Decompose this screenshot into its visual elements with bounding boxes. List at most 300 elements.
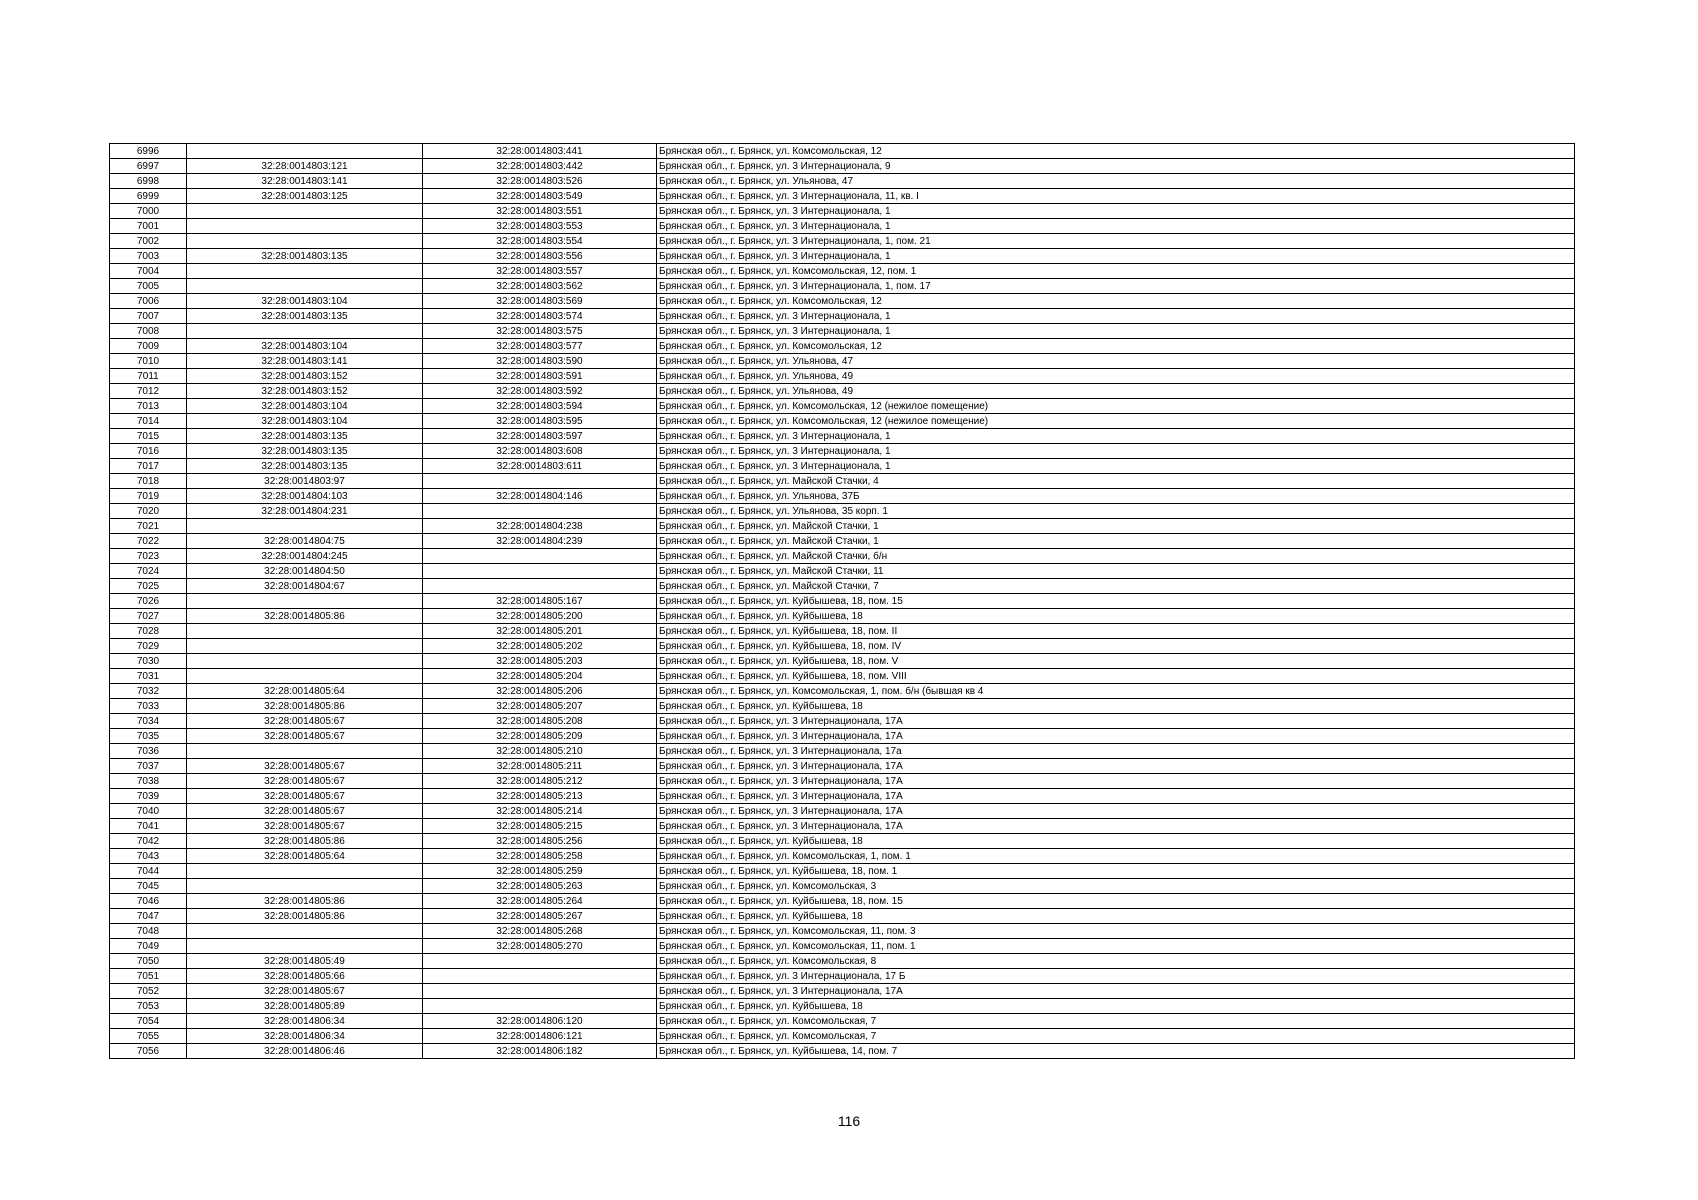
table-row	[110, 279, 1575, 294]
object-cadastral-number-cell: 32:28:0014803:554	[423, 234, 657, 249]
address-cell: Брянская обл., г. Брянск, ул. 3 Интернационала, 1, пом. 17	[657, 279, 1575, 294]
object-cadastral-number-cell: 32:28:0014803:597	[423, 429, 657, 444]
land-cadastral-number-cell: 32:28:0014805:67	[187, 729, 423, 744]
address-cell: Брянская обл., г. Брянск, ул. Комсомольская, 12 (нежилое помещение)	[657, 399, 1575, 414]
land-cadastral-number-cell: 32:28:0014805:86	[187, 609, 423, 624]
address-cell: Брянская обл., г. Брянск, ул. Куйбышева, 18	[657, 909, 1575, 924]
row-number-cell: 7017	[110, 459, 187, 474]
object-cadastral-number-cell: 32:28:0014805:208	[423, 714, 657, 729]
table-row	[110, 804, 1575, 819]
row-number-cell: 7008	[110, 324, 187, 339]
table-row	[110, 309, 1575, 324]
row-number-cell: 6997	[110, 159, 187, 174]
row-number-cell: 7007	[110, 309, 187, 324]
object-cadastral-number-cell: 32:28:0014803:591	[423, 369, 657, 384]
row-number-cell: 7050	[110, 954, 187, 969]
object-cadastral-number-cell	[423, 564, 657, 579]
land-cadastral-number-cell	[187, 639, 423, 654]
object-cadastral-number-cell: 32:28:0014804:239	[423, 534, 657, 549]
address-cell: Брянская обл., г. Брянск, ул. Майской Стачки, 11	[657, 564, 1575, 579]
address-cell: Брянская обл., г. Брянск, ул. 3 Интернационала, 9	[657, 159, 1575, 174]
address-cell: Брянская обл., г. Брянск, ул. 3 Интернационала, 1	[657, 219, 1575, 234]
table-row	[110, 324, 1575, 339]
address-cell: Брянская обл., г. Брянск, ул. Куйбышева, 18, пом. VIII	[657, 669, 1575, 684]
row-number-cell: 7002	[110, 234, 187, 249]
object-cadastral-number-cell: 32:28:0014803:590	[423, 354, 657, 369]
row-number-cell: 7019	[110, 489, 187, 504]
row-number-cell: 7011	[110, 369, 187, 384]
table-row	[110, 744, 1575, 759]
row-number-cell: 7054	[110, 1014, 187, 1029]
address-cell: Брянская обл., г. Брянск, ул. 3 Интернационала, 1	[657, 309, 1575, 324]
row-number-cell: 7032	[110, 684, 187, 699]
land-cadastral-number-cell: 32:28:0014803:104	[187, 339, 423, 354]
object-cadastral-number-cell: 32:28:0014805:215	[423, 819, 657, 834]
registry-table	[109, 143, 1575, 1059]
address-cell: Брянская обл., г. Брянск, ул. Куйбышева, 18, пом. 15	[657, 594, 1575, 609]
row-number-cell: 7044	[110, 864, 187, 879]
row-number-cell: 7038	[110, 774, 187, 789]
table-row	[110, 849, 1575, 864]
land-cadastral-number-cell: 32:28:0014805:86	[187, 834, 423, 849]
row-number-cell: 7023	[110, 549, 187, 564]
address-cell: Брянская обл., г. Брянск, ул. 3 Интернационала, 17А	[657, 984, 1575, 999]
land-cadastral-number-cell: 32:28:0014806:46	[187, 1044, 423, 1059]
land-cadastral-number-cell: 32:28:0014805:64	[187, 849, 423, 864]
land-cadastral-number-cell: 32:28:0014805:86	[187, 894, 423, 909]
row-number-cell: 7049	[110, 939, 187, 954]
table-row	[110, 729, 1575, 744]
table-row	[110, 534, 1575, 549]
table-row	[110, 204, 1575, 219]
object-cadastral-number-cell: 32:28:0014804:238	[423, 519, 657, 534]
row-number-cell: 7056	[110, 1044, 187, 1059]
table-row	[110, 249, 1575, 264]
row-number-cell: 7052	[110, 984, 187, 999]
object-cadastral-number-cell: 32:28:0014805:167	[423, 594, 657, 609]
land-cadastral-number-cell: 32:28:0014805:67	[187, 789, 423, 804]
row-number-cell: 7020	[110, 504, 187, 519]
table-row	[110, 669, 1575, 684]
land-cadastral-number-cell: 32:28:0014803:141	[187, 354, 423, 369]
land-cadastral-number-cell: 32:28:0014805:67	[187, 714, 423, 729]
address-cell: Брянская обл., г. Брянск, ул. 3 Интернационала, 17А	[657, 729, 1575, 744]
land-cadastral-number-cell	[187, 219, 423, 234]
row-number-cell: 7051	[110, 969, 187, 984]
land-cadastral-number-cell: 32:28:0014805:67	[187, 759, 423, 774]
address-cell: Брянская обл., г. Брянск, ул. Куйбышева, 18	[657, 699, 1575, 714]
object-cadastral-number-cell: 32:28:0014805:200	[423, 609, 657, 624]
table-row	[110, 399, 1575, 414]
land-cadastral-number-cell	[187, 234, 423, 249]
object-cadastral-number-cell: 32:28:0014805:213	[423, 789, 657, 804]
row-number-cell: 7042	[110, 834, 187, 849]
table-row	[110, 579, 1575, 594]
row-number-cell: 6996	[110, 144, 187, 159]
land-cadastral-number-cell: 32:28:0014803:135	[187, 249, 423, 264]
land-cadastral-number-cell	[187, 519, 423, 534]
land-cadastral-number-cell: 32:28:0014805:86	[187, 909, 423, 924]
row-number-cell: 7006	[110, 294, 187, 309]
object-cadastral-number-cell: 32:28:0014805:202	[423, 639, 657, 654]
address-cell: Брянская обл., г. Брянск, ул. Комсомольская, 12 (нежилое помещение)	[657, 414, 1575, 429]
address-cell: Брянская обл., г. Брянск, ул. Комсомольская, 1, пом. б/н (бывшая кв 4	[657, 684, 1575, 699]
registry-table-body	[110, 144, 1575, 1059]
land-cadastral-number-cell: 32:28:0014803:125	[187, 189, 423, 204]
object-cadastral-number-cell: 32:28:0014803:574	[423, 309, 657, 324]
address-cell: Брянская обл., г. Брянск, ул. Ульянова, 35 корп. 1	[657, 504, 1575, 519]
table-row	[110, 939, 1575, 954]
address-cell: Брянская обл., г. Брянск, ул. 3 Интернационала, 1	[657, 249, 1575, 264]
row-number-cell: 7031	[110, 669, 187, 684]
land-cadastral-number-cell	[187, 144, 423, 159]
land-cadastral-number-cell: 32:28:0014803:121	[187, 159, 423, 174]
land-cadastral-number-cell: 32:28:0014804:103	[187, 489, 423, 504]
address-cell: Брянская обл., г. Брянск, ул. Куйбышева, 18	[657, 834, 1575, 849]
land-cadastral-number-cell: 32:28:0014805:67	[187, 804, 423, 819]
table-row	[110, 999, 1575, 1014]
table-row	[110, 339, 1575, 354]
object-cadastral-number-cell: 32:28:0014803:595	[423, 414, 657, 429]
table-row	[110, 789, 1575, 804]
address-cell: Брянская обл., г. Брянск, ул. Майской Стачки, 1	[657, 534, 1575, 549]
row-number-cell: 6998	[110, 174, 187, 189]
object-cadastral-number-cell: 32:28:0014803:577	[423, 339, 657, 354]
address-cell: Брянская обл., г. Брянск, ул. Ульянова, 47	[657, 174, 1575, 189]
land-cadastral-number-cell: 32:28:0014803:135	[187, 309, 423, 324]
row-number-cell: 7046	[110, 894, 187, 909]
object-cadastral-number-cell: 32:28:0014803:575	[423, 324, 657, 339]
object-cadastral-number-cell: 32:28:0014803:594	[423, 399, 657, 414]
row-number-cell: 7021	[110, 519, 187, 534]
address-cell: Брянская обл., г. Брянск, ул. Куйбышева, 18, пом. V	[657, 654, 1575, 669]
table-row	[110, 294, 1575, 309]
land-cadastral-number-cell: 32:28:0014806:34	[187, 1029, 423, 1044]
table-row	[110, 429, 1575, 444]
table-row	[110, 444, 1575, 459]
land-cadastral-number-cell: 32:28:0014803:104	[187, 414, 423, 429]
table-row	[110, 354, 1575, 369]
address-cell: Брянская обл., г. Брянск, ул. Комсомольская, 11, пом. 1	[657, 939, 1575, 954]
land-cadastral-number-cell	[187, 624, 423, 639]
object-cadastral-number-cell	[423, 969, 657, 984]
land-cadastral-number-cell: 32:28:0014805:49	[187, 954, 423, 969]
address-cell: Брянская обл., г. Брянск, ул. Комсомольская, 1, пом. 1	[657, 849, 1575, 864]
row-number-cell: 7033	[110, 699, 187, 714]
land-cadastral-number-cell: 32:28:0014805:67	[187, 774, 423, 789]
row-number-cell: 7035	[110, 729, 187, 744]
object-cadastral-number-cell: 32:28:0014803:562	[423, 279, 657, 294]
table-row	[110, 504, 1575, 519]
row-number-cell: 7043	[110, 849, 187, 864]
address-cell: Брянская обл., г. Брянск, ул. Комсомольская, 12, пом. 1	[657, 264, 1575, 279]
land-cadastral-number-cell: 32:28:0014803:97	[187, 474, 423, 489]
table-row	[110, 924, 1575, 939]
row-number-cell: 7000	[110, 204, 187, 219]
address-cell: Брянская обл., г. Брянск, ул. Куйбышева, 18, пом. IV	[657, 639, 1575, 654]
land-cadastral-number-cell: 32:28:0014803:152	[187, 369, 423, 384]
land-cadastral-number-cell: 32:28:0014803:135	[187, 429, 423, 444]
table-row	[110, 1029, 1575, 1044]
land-cadastral-number-cell: 32:28:0014805:89	[187, 999, 423, 1014]
table-row	[110, 879, 1575, 894]
object-cadastral-number-cell: 32:28:0014806:182	[423, 1044, 657, 1059]
table-row	[110, 519, 1575, 534]
object-cadastral-number-cell	[423, 474, 657, 489]
object-cadastral-number-cell: 32:28:0014805:267	[423, 909, 657, 924]
table-row	[110, 219, 1575, 234]
object-cadastral-number-cell: 32:28:0014805:207	[423, 699, 657, 714]
address-cell: Брянская обл., г. Брянск, ул. Комсомольская, 12	[657, 339, 1575, 354]
land-cadastral-number-cell: 32:28:0014805:86	[187, 699, 423, 714]
row-number-cell: 7012	[110, 384, 187, 399]
row-number-cell: 7024	[110, 564, 187, 579]
object-cadastral-number-cell: 32:28:0014805:204	[423, 669, 657, 684]
table-row	[110, 234, 1575, 249]
object-cadastral-number-cell: 32:28:0014805:264	[423, 894, 657, 909]
row-number-cell: 7004	[110, 264, 187, 279]
object-cadastral-number-cell: 32:28:0014805:212	[423, 774, 657, 789]
table-row	[110, 639, 1575, 654]
address-cell: Брянская обл., г. Брянск, ул. Майской Стачки, 4	[657, 474, 1575, 489]
table-row	[110, 909, 1575, 924]
row-number-cell: 7003	[110, 249, 187, 264]
row-number-cell: 7029	[110, 639, 187, 654]
object-cadastral-number-cell: 32:28:0014805:211	[423, 759, 657, 774]
object-cadastral-number-cell: 32:28:0014803:549	[423, 189, 657, 204]
row-number-cell: 7027	[110, 609, 187, 624]
address-cell: Брянская обл., г. Брянск, ул. 3 Интернационала, 17а	[657, 744, 1575, 759]
table-row	[110, 699, 1575, 714]
table-row	[110, 1044, 1575, 1059]
object-cadastral-number-cell: 32:28:0014806:120	[423, 1014, 657, 1029]
table-row	[110, 564, 1575, 579]
object-cadastral-number-cell: 32:28:0014803:551	[423, 204, 657, 219]
object-cadastral-number-cell: 32:28:0014806:121	[423, 1029, 657, 1044]
row-number-cell: 7009	[110, 339, 187, 354]
address-cell: Брянская обл., г. Брянск, ул. Ульянова, 49	[657, 369, 1575, 384]
object-cadastral-number-cell: 32:28:0014805:270	[423, 939, 657, 954]
land-cadastral-number-cell	[187, 864, 423, 879]
land-cadastral-number-cell: 32:28:0014803:152	[187, 384, 423, 399]
land-cadastral-number-cell	[187, 924, 423, 939]
row-number-cell: 7015	[110, 429, 187, 444]
object-cadastral-number-cell: 32:28:0014803:442	[423, 159, 657, 174]
land-cadastral-number-cell: 32:28:0014805:64	[187, 684, 423, 699]
object-cadastral-number-cell: 32:28:0014805:201	[423, 624, 657, 639]
row-number-cell: 7022	[110, 534, 187, 549]
land-cadastral-number-cell: 32:28:0014806:34	[187, 1014, 423, 1029]
address-cell: Брянская обл., г. Брянск, ул. 3 Интернационала, 17 Б	[657, 969, 1575, 984]
land-cadastral-number-cell: 32:28:0014803:135	[187, 459, 423, 474]
land-cadastral-number-cell	[187, 654, 423, 669]
land-cadastral-number-cell	[187, 279, 423, 294]
object-cadastral-number-cell: 32:28:0014803:441	[423, 144, 657, 159]
address-cell: Брянская обл., г. Брянск, ул. Комсомольская, 3	[657, 879, 1575, 894]
land-cadastral-number-cell: 32:28:0014804:67	[187, 579, 423, 594]
address-cell: Брянская обл., г. Брянск, ул. Комсомольская, 11, пом. 3	[657, 924, 1575, 939]
table-row	[110, 759, 1575, 774]
object-cadastral-number-cell	[423, 984, 657, 999]
object-cadastral-number-cell: 32:28:0014805:203	[423, 654, 657, 669]
address-cell: Брянская обл., г. Брянск, ул. 3 Интернационала, 17А	[657, 819, 1575, 834]
object-cadastral-number-cell: 32:28:0014803:569	[423, 294, 657, 309]
object-cadastral-number-cell: 32:28:0014805:259	[423, 864, 657, 879]
land-cadastral-number-cell: 32:28:0014805:67	[187, 819, 423, 834]
table-row	[110, 834, 1575, 849]
page-number: 116	[837, 1113, 861, 1129]
land-cadastral-number-cell	[187, 324, 423, 339]
land-cadastral-number-cell: 32:28:0014803:104	[187, 399, 423, 414]
address-cell: Брянская обл., г. Брянск, ул. 3 Интернационала, 1	[657, 324, 1575, 339]
object-cadastral-number-cell: 32:28:0014803:611	[423, 459, 657, 474]
row-number-cell: 7026	[110, 594, 187, 609]
land-cadastral-number-cell	[187, 879, 423, 894]
table-row	[110, 624, 1575, 639]
object-cadastral-number-cell: 32:28:0014805:206	[423, 684, 657, 699]
row-number-cell: 7053	[110, 999, 187, 1014]
table-row	[110, 684, 1575, 699]
land-cadastral-number-cell: 32:28:0014803:135	[187, 444, 423, 459]
object-cadastral-number-cell: 32:28:0014804:146	[423, 489, 657, 504]
object-cadastral-number-cell: 32:28:0014803:553	[423, 219, 657, 234]
land-cadastral-number-cell	[187, 744, 423, 759]
table-row	[110, 954, 1575, 969]
row-number-cell: 7041	[110, 819, 187, 834]
table-row	[110, 144, 1575, 159]
table-row	[110, 189, 1575, 204]
address-cell: Брянская обл., г. Брянск, ул. Куйбышева, 18	[657, 999, 1575, 1014]
table-row	[110, 549, 1575, 564]
table-row	[110, 894, 1575, 909]
table-row	[110, 774, 1575, 789]
land-cadastral-number-cell	[187, 669, 423, 684]
row-number-cell: 7014	[110, 414, 187, 429]
address-cell: Брянская обл., г. Брянск, ул. Ульянова, 49	[657, 384, 1575, 399]
land-cadastral-number-cell: 32:28:0014803:141	[187, 174, 423, 189]
address-cell: Брянская обл., г. Брянск, ул. Комсомольская, 8	[657, 954, 1575, 969]
address-cell: Брянская обл., г. Брянск, ул. 3 Интернационала, 17А	[657, 759, 1575, 774]
object-cadastral-number-cell	[423, 579, 657, 594]
object-cadastral-number-cell: 32:28:0014805:268	[423, 924, 657, 939]
land-cadastral-number-cell: 32:28:0014804:50	[187, 564, 423, 579]
row-number-cell: 7016	[110, 444, 187, 459]
table-row	[110, 159, 1575, 174]
table-row	[110, 864, 1575, 879]
address-cell: Брянская обл., г. Брянск, ул. Куйбышева, 14, пом. 7	[657, 1044, 1575, 1059]
row-number-cell: 7040	[110, 804, 187, 819]
row-number-cell: 7018	[110, 474, 187, 489]
object-cadastral-number-cell: 32:28:0014803:557	[423, 264, 657, 279]
table-row	[110, 594, 1575, 609]
address-cell: Брянская обл., г. Брянск, ул. 3 Интернационала, 1, пом. 21	[657, 234, 1575, 249]
row-number-cell: 7036	[110, 744, 187, 759]
land-cadastral-number-cell: 32:28:0014804:231	[187, 504, 423, 519]
table-row	[110, 1014, 1575, 1029]
row-number-cell: 7045	[110, 879, 187, 894]
object-cadastral-number-cell: 32:28:0014805:210	[423, 744, 657, 759]
row-number-cell: 7005	[110, 279, 187, 294]
address-cell: Брянская обл., г. Брянск, ул. Комсомольская, 12	[657, 144, 1575, 159]
land-cadastral-number-cell	[187, 264, 423, 279]
address-cell: Брянская обл., г. Брянск, ул. Куйбышева, 18	[657, 609, 1575, 624]
address-cell: Брянская обл., г. Брянск, ул. 3 Интернационала, 17А	[657, 789, 1575, 804]
address-cell: Брянская обл., г. Брянск, ул. Куйбышева, 18, пом. II	[657, 624, 1575, 639]
address-cell: Брянская обл., г. Брянск, ул. 3 Интернационала, 11, кв. I	[657, 189, 1575, 204]
table-row	[110, 984, 1575, 999]
row-number-cell: 7034	[110, 714, 187, 729]
address-cell: Брянская обл., г. Брянск, ул. Ульянова, 47	[657, 354, 1575, 369]
row-number-cell: 7013	[110, 399, 187, 414]
land-cadastral-number-cell: 32:28:0014804:75	[187, 534, 423, 549]
address-cell: Брянская обл., г. Брянск, ул. 3 Интернационала, 1	[657, 444, 1575, 459]
land-cadastral-number-cell	[187, 204, 423, 219]
address-cell: Брянская обл., г. Брянск, ул. Ульянова, 37Б	[657, 489, 1575, 504]
object-cadastral-number-cell: 32:28:0014803:556	[423, 249, 657, 264]
row-number-cell: 6999	[110, 189, 187, 204]
land-cadastral-number-cell: 32:28:0014805:66	[187, 969, 423, 984]
row-number-cell: 7030	[110, 654, 187, 669]
object-cadastral-number-cell: 32:28:0014805:258	[423, 849, 657, 864]
row-number-cell: 7025	[110, 579, 187, 594]
address-cell: Брянская обл., г. Брянск, ул. Комсомольская, 7	[657, 1029, 1575, 1044]
address-cell: Брянская обл., г. Брянск, ул. Куйбышева, 18, пом. 1	[657, 864, 1575, 879]
table-row	[110, 714, 1575, 729]
table-row	[110, 384, 1575, 399]
row-number-cell: 7048	[110, 924, 187, 939]
address-cell: Брянская обл., г. Брянск, ул. Майской Стачки, б/н	[657, 549, 1575, 564]
land-cadastral-number-cell: 32:28:0014803:104	[187, 294, 423, 309]
table-row	[110, 459, 1575, 474]
address-cell: Брянская обл., г. Брянск, ул. Майской Стачки, 1	[657, 519, 1575, 534]
object-cadastral-number-cell: 32:28:0014805:209	[423, 729, 657, 744]
address-cell: Брянская обл., г. Брянск, ул. 3 Интернационала, 17А	[657, 804, 1575, 819]
object-cadastral-number-cell	[423, 954, 657, 969]
row-number-cell: 7010	[110, 354, 187, 369]
table-row	[110, 969, 1575, 984]
object-cadastral-number-cell: 32:28:0014805:263	[423, 879, 657, 894]
row-number-cell: 7028	[110, 624, 187, 639]
land-cadastral-number-cell	[187, 939, 423, 954]
table-row	[110, 474, 1575, 489]
address-cell: Брянская обл., г. Брянск, ул. 3 Интернационала, 1	[657, 459, 1575, 474]
address-cell: Брянская обл., г. Брянск, ул. 3 Интернационала, 17А	[657, 774, 1575, 789]
table-row	[110, 489, 1575, 504]
table-row	[110, 174, 1575, 189]
land-cadastral-number-cell	[187, 594, 423, 609]
object-cadastral-number-cell: 32:28:0014803:592	[423, 384, 657, 399]
land-cadastral-number-cell: 32:28:0014804:245	[187, 549, 423, 564]
address-cell: Брянская обл., г. Брянск, ул. Комсомольская, 7	[657, 1014, 1575, 1029]
table-row	[110, 414, 1575, 429]
object-cadastral-number-cell	[423, 549, 657, 564]
row-number-cell: 7039	[110, 789, 187, 804]
address-cell: Брянская обл., г. Брянск, ул. 3 Интернационала, 1	[657, 204, 1575, 219]
row-number-cell: 7001	[110, 219, 187, 234]
land-cadastral-number-cell: 32:28:0014805:67	[187, 984, 423, 999]
address-cell: Брянская обл., г. Брянск, ул. 3 Интернационала, 17А	[657, 714, 1575, 729]
address-cell: Брянская обл., г. Брянск, ул. Майской Стачки, 7	[657, 579, 1575, 594]
object-cadastral-number-cell	[423, 999, 657, 1014]
table-row	[110, 609, 1575, 624]
object-cadastral-number-cell: 32:28:0014803:526	[423, 174, 657, 189]
address-cell: Брянская обл., г. Брянск, ул. 3 Интернационала, 1	[657, 429, 1575, 444]
row-number-cell: 7037	[110, 759, 187, 774]
address-cell: Брянская обл., г. Брянск, ул. Комсомольская, 12	[657, 294, 1575, 309]
object-cadastral-number-cell: 32:28:0014803:608	[423, 444, 657, 459]
table-row	[110, 264, 1575, 279]
table-row	[110, 819, 1575, 834]
